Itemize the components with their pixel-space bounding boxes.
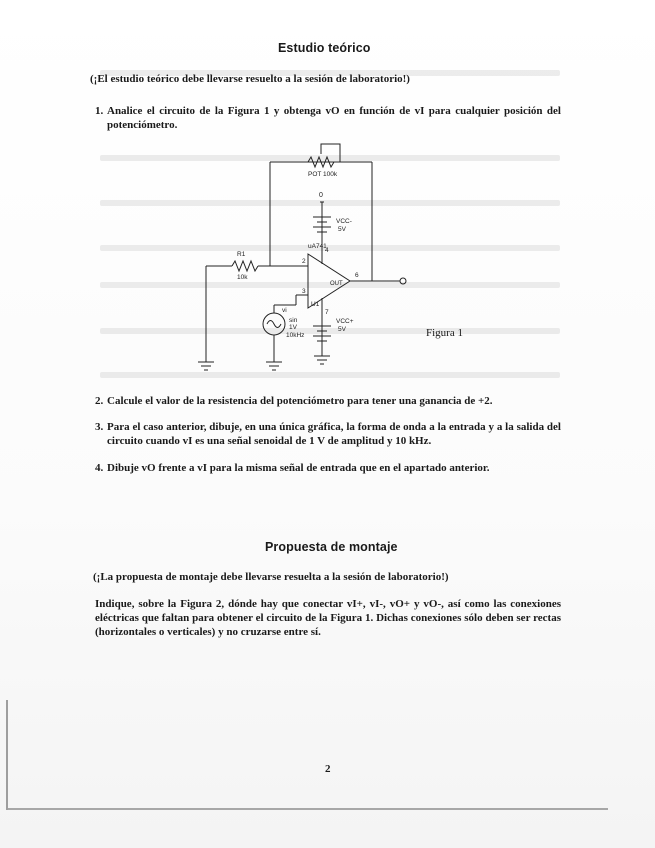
item-text: Dibuje vO frente a vI para la misma señal de entrada que en el apartado anterior. bbox=[107, 462, 490, 474]
item-number: 2. bbox=[95, 395, 104, 407]
r1-value: 10k bbox=[237, 274, 248, 281]
vcc-pos-value: 5V bbox=[338, 326, 346, 333]
output-terminal bbox=[400, 278, 406, 284]
assembly-paragraph: Indique, sobre la Figura 2, dónde hay que conectar vI+, vI-, vO+ y vO-, así como las conexiones eléctricas que faltan para obtener el circuito de la Figura 1. Dichas conexiones sólo deben ser rectas (horizontales o verticales) y no cruzarse entre sí. bbox=[95, 598, 561, 638]
vcc-neg-label: VCC- bbox=[336, 218, 352, 225]
opamp-out-label: OUT bbox=[330, 281, 343, 287]
sine-wave-icon bbox=[267, 321, 281, 328]
theory-item-1 bbox=[95, 104, 561, 134]
item-number: 1. bbox=[95, 105, 104, 117]
figure-1-caption: Figura 1 bbox=[426, 327, 463, 339]
item-text: Para el caso anterior, dibuje, en una única gráfica, la forma de onda a la entrada y a la salida del circuito cuando vI es una señal senoidal de 1 V de amplitud y 10 kHz. bbox=[107, 421, 561, 447]
assembly-title: Propuesta de montaje bbox=[265, 540, 398, 554]
item-text: Calcule el valor de la resistencia del potenciómetro para tener una ganancia de +2. bbox=[107, 395, 493, 407]
item-number: 4. bbox=[95, 462, 104, 474]
theory-item-4 bbox=[95, 461, 561, 477]
theory-item-2 bbox=[95, 394, 561, 410]
pot-label: POT 100k bbox=[308, 171, 338, 178]
theory-item-3 bbox=[95, 420, 561, 450]
pin-3: 3 bbox=[302, 288, 306, 295]
source-name: vi bbox=[282, 307, 287, 314]
potentiometer-wiper bbox=[321, 144, 340, 162]
theory-note: (¡El estudio teórico debe llevarse resuelto a la sesión de laboratorio!) bbox=[90, 73, 410, 85]
scan-edge-left bbox=[6, 700, 8, 810]
item-text: Analice el circuito de la Figura 1 y obtenga vO en función de vI para cualquier posición del potenciómetro. bbox=[107, 105, 561, 131]
source-amp: 1V bbox=[289, 324, 297, 331]
source-type: sin bbox=[289, 317, 298, 324]
vcc-pos-label: VCC+ bbox=[336, 318, 354, 325]
figure-1-schematic bbox=[190, 140, 490, 380]
pin-6: 6 bbox=[355, 272, 359, 279]
pin-7: 7 bbox=[325, 309, 329, 316]
pin-4: 4 bbox=[325, 247, 329, 254]
resistor-r1 bbox=[232, 261, 258, 271]
ground-node-label: 0 bbox=[319, 192, 323, 199]
theory-title: Estudio teórico bbox=[278, 41, 371, 55]
scan-edge-bottom bbox=[8, 808, 608, 810]
item-number: 3. bbox=[95, 421, 104, 433]
source-freq: 10kHz bbox=[286, 332, 305, 339]
opamp-label: uA741 bbox=[308, 243, 327, 250]
assembly-note: (¡La propuesta de montaje debe llevarse resuelta a la sesión de laboratorio!) bbox=[93, 571, 449, 583]
r1-label: R1 bbox=[237, 251, 246, 258]
opamp-ref: U1 bbox=[311, 301, 320, 308]
opamp-symbol bbox=[308, 254, 350, 308]
page-number: 2 bbox=[325, 763, 331, 775]
pin-2: 2 bbox=[302, 258, 306, 265]
vcc-neg-value: 5V bbox=[338, 226, 346, 233]
